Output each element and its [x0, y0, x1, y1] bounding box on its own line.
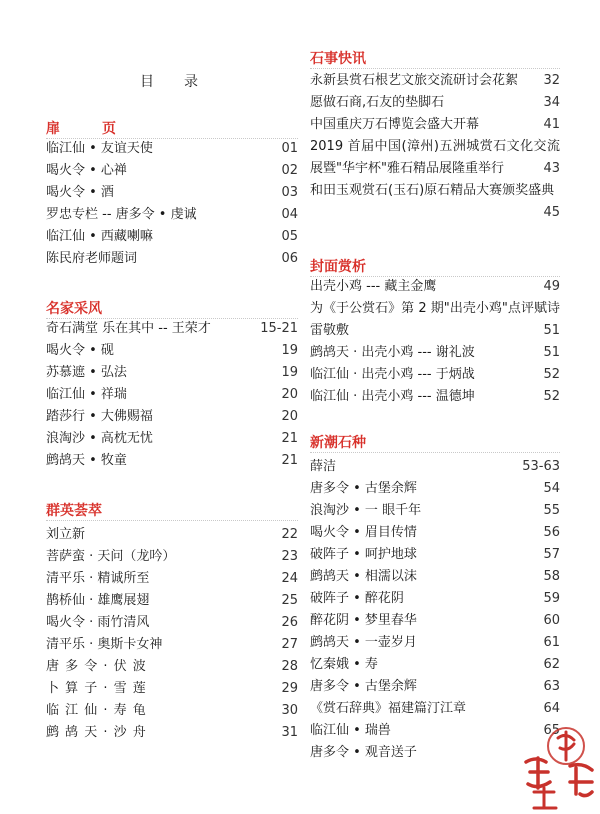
toc-entry[interactable] — [310, 500, 560, 522]
toc-entry-title: 浪淘沙 • 高枕无忧 — [46, 431, 153, 446]
toc-entry-title: 喝火令 • 酒 — [46, 185, 114, 200]
toc-entry[interactable] — [310, 136, 560, 180]
toc-entry-title: 和田玉观赏石(玉石)原石精品大赛颁奖盛典 — [310, 183, 555, 198]
toc-entry[interactable] — [46, 546, 298, 568]
toc-entry-page: 58 — [543, 569, 560, 584]
toc-entry-page: 45 — [543, 205, 560, 220]
toc-entry-title: 踏莎行 • 大佛赐福 — [46, 409, 153, 424]
toc-entry-title: 出壳小鸡 --- 藏主金鹰 — [310, 279, 437, 294]
toc-entry-title: 清平乐 · 奥斯卡女神 — [46, 637, 163, 652]
toc-entry-title: 鹧 鸪 天 · 沙 舟 — [46, 725, 147, 740]
toc-entry-title: 喝火令 • 砚 — [46, 343, 114, 358]
toc-entry-page: 49 — [543, 279, 560, 294]
toc-entry[interactable] — [46, 226, 298, 248]
toc-entry[interactable] — [46, 450, 298, 472]
toc-entry[interactable] — [310, 456, 560, 478]
toc-entry-title: 鹧鸪天 • 相濡以沫 — [310, 569, 417, 584]
toc-entry-page: 55 — [543, 503, 560, 518]
toc-entry[interactable] — [46, 590, 298, 612]
toc-entry-page: 21 — [281, 453, 298, 468]
toc-entry-page: 41 — [543, 117, 560, 132]
toc-entry-title: 苏慕遮 • 弘法 — [46, 365, 127, 380]
toc-entry-page: 53-63 — [522, 459, 560, 474]
toc-entry-title: 忆秦娥 • 寿 — [310, 657, 378, 672]
section-heading: 新潮石种 — [310, 435, 366, 451]
toc-entry-page: 05 — [281, 229, 298, 244]
toc-entry-title: 陈民府老师题词 — [46, 251, 138, 266]
toc-entry[interactable] — [310, 522, 560, 544]
toc-entry-page: 32 — [543, 73, 560, 88]
toc-entry-page: 54 — [543, 481, 560, 496]
toc-entry-title: 鹧鸪天 • 牧童 — [46, 453, 127, 468]
toc-entry[interactable] — [310, 180, 560, 224]
toc-entry[interactable] — [46, 634, 298, 656]
toc-entry-page: 31 — [281, 725, 298, 740]
toc-entry[interactable] — [310, 566, 560, 588]
toc-entry-title: 愿做石商,石友的垫脚石 — [310, 95, 445, 110]
toc-entry-page: 27 — [281, 637, 298, 652]
toc-entry-page: 22 — [281, 527, 298, 542]
toc-entry[interactable] — [310, 610, 560, 632]
toc-entry-title: 临 江 仙 · 寿 龟 — [46, 703, 147, 718]
toc-entry-page: 03 — [281, 185, 298, 200]
toc-entry-page: 51 — [543, 345, 560, 360]
toc-entry-page: 52 — [543, 367, 560, 382]
toc-entry-page: 15-21 — [260, 321, 298, 336]
toc-entry-title: 清平乐 · 精诚所至 — [46, 571, 150, 586]
toc-entry-page: 26 — [281, 615, 298, 630]
toc-entry-page: 02 — [281, 163, 298, 178]
toc-entry-title: 永新县赏石根艺文旅交流研讨会花絮 — [310, 73, 519, 88]
toc-entry[interactable] — [46, 700, 298, 722]
toc-entry[interactable] — [310, 676, 560, 698]
toc-entry-page: 20 — [281, 409, 298, 424]
toc-entry[interactable] — [310, 364, 560, 386]
toc-entry-title: 唐多令 • 古堡余辉 — [310, 679, 417, 694]
toc-entry-title: 临江仙 · 出壳小鸡 --- 温德坤 — [310, 389, 475, 404]
toc-entry-page: 24 — [281, 571, 298, 586]
toc-entry[interactable] — [46, 722, 298, 744]
toc-entry[interactable] — [310, 632, 560, 654]
toc-entry-title: 唐 多 令 · 伏 波 — [46, 659, 147, 674]
toc-entry-title: 为《于公赏石》第 2 期"出壳小鸡"点评赋诗雷敬敷 — [310, 301, 560, 338]
toc-entry[interactable] — [46, 160, 298, 182]
toc-entry-title: 菩萨蛮 · 天问（龙吟） — [46, 549, 176, 564]
toc-entry[interactable] — [310, 114, 560, 136]
toc-entry-page: 52 — [543, 389, 560, 404]
toc-entry-title: 中国重庆万石博览会盛大开幕 — [310, 117, 480, 132]
toc-entry-page: 60 — [543, 613, 560, 628]
toc-entry[interactable] — [46, 524, 298, 546]
section-divider — [310, 452, 560, 453]
toc-entry-title: 临江仙 · 出壳小鸡 --- 于炳战 — [310, 367, 475, 382]
toc-entry-page: 06 — [281, 251, 298, 266]
toc-entry-title: 喝火令 · 雨竹清风 — [46, 615, 150, 630]
toc-entry-page: 04 — [281, 207, 298, 222]
toc-entry[interactable] — [310, 698, 560, 720]
toc-entry-page: 21 — [281, 431, 298, 446]
toc-entry-title: 2019 首届中国(漳州)五洲城赏石文化交流展暨"华宇杯"雅石精品展隆重举行 — [310, 139, 560, 176]
toc-entry-page: 20 — [281, 387, 298, 402]
toc-entry[interactable] — [310, 478, 560, 500]
toc-entry-page: 56 — [543, 525, 560, 540]
toc-entry-title: 临江仙 • 西藏喇嘛 — [46, 229, 153, 244]
toc-entry-page: 19 — [281, 343, 298, 358]
toc-entry-page: 61 — [543, 635, 560, 650]
toc-entry-title: 喝火令 • 心禅 — [46, 163, 127, 178]
toc-entry-page: 34 — [543, 95, 560, 110]
toc-entry-title: 破阵子 • 醉花阴 — [310, 591, 404, 606]
toc-entry[interactable] — [310, 654, 560, 676]
toc-entry-title: 罗忠专栏 -- 唐多令 • 虔诚 — [46, 207, 197, 222]
toc-entry[interactable] — [46, 318, 298, 340]
toc-entry[interactable] — [310, 386, 560, 408]
toc-entry[interactable] — [46, 204, 298, 226]
section-divider — [310, 68, 560, 69]
toc-entry-title: 临江仙 • 瑞兽 — [310, 723, 391, 738]
toc-entry[interactable] — [310, 276, 560, 298]
toc-entry-title: 鹧鸪天 · 出壳小鸡 --- 谢礼波 — [310, 345, 475, 360]
toc-entry-title: 《赏石辞典》福建篇汀江章 — [310, 701, 467, 716]
section-heading: 名家采风 — [46, 301, 102, 317]
huaxia-qishi-stamp-logo — [520, 722, 600, 814]
toc-entry-page: 63 — [543, 679, 560, 694]
toc-entry-page: 28 — [281, 659, 298, 674]
toc-entry[interactable] — [46, 248, 298, 270]
toc-entry[interactable] — [46, 428, 298, 450]
toc-entry-title: 喝火令 • 眉目传情 — [310, 525, 417, 540]
toc-entry-title: 鹊桥仙 · 雄鹰展翅 — [46, 593, 150, 608]
toc-entry-page: 51 — [543, 323, 560, 338]
toc-entry-title: 临江仙 • 友谊天使 — [46, 141, 153, 156]
toc-entry-page: 29 — [281, 681, 298, 696]
toc-entry[interactable] — [46, 384, 298, 406]
toc-entry-page: 57 — [543, 547, 560, 562]
toc-entry[interactable] — [310, 298, 560, 342]
toc-entry[interactable] — [46, 406, 298, 428]
section-heading: 扉 页 — [46, 121, 130, 137]
toc-entry-page: 25 — [281, 593, 298, 608]
toc-entry-page: 23 — [281, 549, 298, 564]
toc-entry-page: 59 — [543, 591, 560, 606]
toc-entry-title: 刘立新 — [46, 527, 86, 542]
page-title: 目 录 — [140, 74, 206, 90]
toc-entry[interactable] — [46, 138, 298, 160]
toc-entry-page: 62 — [543, 657, 560, 672]
section-heading: 封面赏析 — [310, 259, 366, 275]
toc-entry-title: 薛洁 — [310, 459, 337, 474]
toc-entry[interactable] — [46, 656, 298, 678]
toc-entry-page: 19 — [281, 365, 298, 380]
toc-entry-title: 奇石满堂 乐在其中 -- 王荣才 — [46, 321, 211, 336]
toc-entry-title: 卜 算 子 · 雪 莲 — [46, 681, 147, 696]
toc-entry[interactable] — [310, 342, 560, 364]
toc-entry[interactable] — [46, 362, 298, 384]
toc-entry-page: 43 — [543, 161, 560, 176]
toc-entry-title: 临江仙 • 祥瑞 — [46, 387, 127, 402]
toc-entry[interactable] — [46, 182, 298, 204]
toc-entry[interactable] — [310, 92, 560, 114]
section-heading: 石事快讯 — [310, 51, 366, 67]
section-heading: 群英荟萃 — [46, 503, 102, 519]
toc-entry[interactable] — [46, 612, 298, 634]
toc-entry[interactable] — [310, 588, 560, 610]
toc-entry[interactable] — [46, 678, 298, 700]
toc-entry[interactable] — [310, 544, 560, 566]
toc-entry-page: 64 — [543, 701, 560, 716]
toc-entry[interactable] — [46, 568, 298, 590]
toc-entry-title: 鹧鸪天 • 一壶岁月 — [310, 635, 417, 650]
toc-entry-title: 唐多令 • 观音送子 — [310, 745, 417, 760]
toc-entry-title: 唐多令 • 古堡余辉 — [310, 481, 417, 496]
toc-entry-page: 30 — [281, 703, 298, 718]
toc-entry-page: 01 — [281, 141, 298, 156]
toc-entry-title: 浪淘沙 • 一 眼千年 — [310, 503, 422, 518]
toc-entry-title: 破阵子 • 呵护地球 — [310, 547, 417, 562]
toc-entry[interactable] — [46, 340, 298, 362]
section-divider — [46, 520, 298, 521]
toc-entry-title: 醉花阴 • 梦里春华 — [310, 613, 417, 628]
toc-entry-page: 65 — [543, 723, 560, 738]
toc-entry[interactable] — [310, 70, 560, 92]
